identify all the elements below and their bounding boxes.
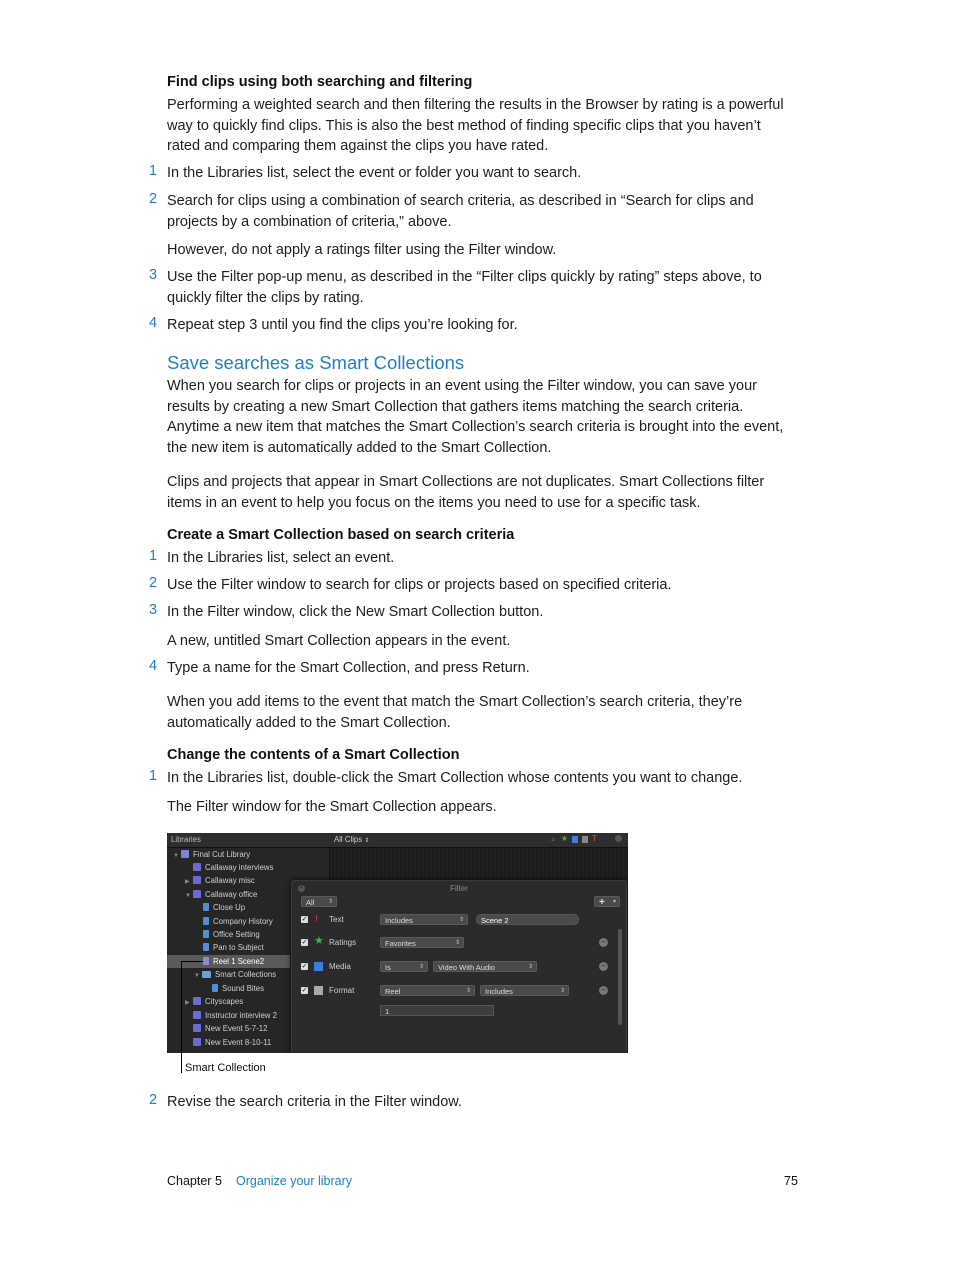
page-number: 75 (784, 1174, 798, 1188)
updown-chevron-icon: ⇕ (458, 917, 464, 923)
match-popup[interactable]: All ⇕ (301, 896, 337, 907)
format-value-field[interactable]: 1 (380, 1005, 494, 1016)
intro-line: rated and comparing them against the clips you have rated. (167, 138, 549, 154)
section-heading-change: Change the contents of a Smart Collection (167, 747, 460, 763)
intro-line: way to quickly find clips. This is also the best method of finding specific clips that you haven’t (167, 117, 761, 134)
step-number: 2 (149, 1092, 158, 1108)
step-text: In the Libraries list, double-click the Smart Collection whose contents you want to change. (167, 770, 743, 786)
text-checkbox[interactable]: ✓ (301, 916, 308, 923)
remove-rule-icon[interactable]: − (599, 986, 608, 995)
event-item[interactable]: ▼ Callaway office (185, 888, 257, 901)
event-item[interactable]: New Event 5-7-12 (185, 1022, 267, 1035)
text-operator-popup[interactable]: Includes ⇕ (380, 914, 468, 925)
event-star-icon (193, 1024, 201, 1032)
updown-chevron-icon: ⇕ (327, 899, 333, 905)
intro-paragraph (167, 95, 807, 157)
library-icon (181, 850, 189, 858)
event-star-icon (193, 1011, 201, 1019)
media-operator-popup[interactable]: Is ⇕ (380, 961, 428, 972)
step-line: quickly filter the clips by rating. (167, 289, 364, 306)
favorite-star-icon[interactable]: ★ (561, 834, 568, 843)
keyword-collection-icon (203, 917, 209, 925)
section-heading-find-clips: Find clips using both searching and filtering (167, 74, 473, 90)
disclosure-closed-icon[interactable]: ▶ (185, 1000, 190, 1006)
library-item[interactable]: ▼ Final Cut Library (173, 848, 250, 861)
paragraph-line: When you add items to the event that match the Smart Collection’s search criteria, they’re (167, 694, 743, 710)
remove-rule-icon[interactable]: − (599, 962, 608, 971)
remove-rule-icon[interactable]: − (599, 938, 608, 947)
keyword-collection-item[interactable]: Close Up (203, 901, 245, 914)
step-text: Repeat step 3 until you find the clips you’re looking for. (167, 317, 518, 333)
paragraph-line: When you search for clips or projects in an event using the Filter window, you can save your (167, 378, 757, 394)
duplicates-paragraph (167, 472, 807, 513)
step-text (167, 267, 807, 308)
intro-line: Performing a weighted search and then filtering the results in the Browser by rating is a powerful (167, 97, 784, 113)
step-number: 3 (149, 267, 158, 283)
event-item[interactable]: Instructor interview 2 (185, 1009, 277, 1022)
keyword-collection-icon (203, 903, 209, 911)
filter-window-screenshot (167, 833, 628, 1053)
event-item[interactable]: New Event 8-10-11 (185, 1036, 271, 1049)
add-rule-button[interactable] (594, 896, 620, 907)
step-note: A new, untitled Smart Collection appears in the event. (167, 633, 511, 649)
step-text: In the Libraries list, select the event or folder you want to search. (167, 165, 582, 181)
media-value-popup[interactable]: Video With Audio ⇕ (433, 961, 537, 972)
all-clips-popup[interactable] (334, 835, 369, 844)
format-operator-popup[interactable]: Includes ⇕ (480, 985, 569, 996)
footer-chapter-title-link[interactable]: Organize your library (236, 1174, 353, 1188)
step-text: Revise the search criteria in the Filter window. (167, 1094, 462, 1110)
updown-chevron-icon: ⇕ (364, 838, 370, 844)
step-number: 3 (149, 602, 158, 618)
smart-collection-icon (203, 957, 209, 965)
step-text (167, 191, 807, 232)
libraries-header: Libraries (171, 835, 201, 844)
text-tool-icon[interactable]: T (592, 834, 597, 843)
ratings-popup[interactable]: Favorites ⇕ (380, 937, 464, 948)
media-checkbox[interactable]: ✓ (301, 963, 308, 970)
paragraph-line: automatically added to the Smart Collection. (167, 714, 451, 731)
step-number: 2 (149, 575, 158, 591)
step-note: The Filter window for the Smart Collection appears. (167, 799, 497, 815)
film-icon[interactable] (572, 836, 578, 843)
plus-icon: + (599, 897, 605, 908)
step-number: 2 (149, 191, 158, 207)
step-line: projects by a combination of criteria,” above. (167, 213, 452, 230)
step-number: 1 (149, 163, 158, 179)
paragraph-line: Anytime a new item that matches the Smart Collection’s search criteria is brought into the event, (167, 419, 784, 435)
step-number: 4 (149, 315, 158, 331)
text-search-field[interactable]: Scene 2 (476, 914, 579, 925)
browser-toolbar (167, 833, 628, 848)
page-icon[interactable] (582, 836, 588, 843)
updown-chevron-icon: ⇕ (559, 988, 565, 994)
close-icon[interactable]: × (299, 885, 304, 891)
search-icon[interactable]: ⌕ (551, 835, 556, 844)
step-line: Use the Filter pop-up menu, as described in the “Filter clips quickly by rating” steps above, to (167, 269, 762, 285)
footer-chapter: Chapter 5 (167, 1174, 222, 1188)
keyword-collection-icon (203, 930, 209, 938)
smart-collections-paragraph (167, 376, 807, 458)
updown-chevron-icon: ⇕ (527, 964, 533, 970)
updown-chevron-icon: ⇕ (418, 964, 424, 970)
event-star-icon (193, 997, 201, 1005)
paragraph-line: results by creating a new Smart Collection that gathers items matching the search criteria. (167, 398, 744, 415)
smart-collection-item[interactable]: Sound Bites (212, 982, 264, 995)
step-text: In the Libraries list, select an event. (167, 550, 395, 566)
disclosure-open-icon[interactable]: ▼ (185, 893, 191, 899)
section-heading-create: Create a Smart Collection based on search criteria (167, 527, 515, 543)
media-film-icon (314, 962, 323, 971)
ratings-star-icon: ★ (314, 935, 324, 947)
chevron-down-icon: ▾ (612, 899, 616, 905)
updown-chevron-icon: ⇕ (454, 940, 460, 946)
keyword-collection-item[interactable]: Office Setting (203, 928, 260, 941)
smart-collection-item-selected[interactable]: Reel 1 Scene2 (167, 955, 290, 968)
callout-line (181, 961, 203, 962)
filter-window (291, 880, 627, 1053)
paragraph-line: items in an event to help you focus on the items you need to use for a specific task. (167, 494, 701, 511)
disclosure-closed-icon[interactable]: ▶ (185, 879, 190, 885)
callout-label: Smart Collection (185, 1062, 266, 1074)
filter-window-title: Filter (450, 884, 468, 893)
event-star-icon (193, 890, 201, 898)
format-field-popup[interactable]: Reel ⇕ (380, 985, 475, 996)
step-number: 1 (149, 768, 158, 784)
step-text: In the Filter window, click the New Smart Collection button. (167, 604, 544, 620)
section-title-smart-collections: Save searches as Smart Collections (167, 352, 465, 373)
event-item[interactable]: Callaway interviews (185, 861, 273, 874)
step-number: 4 (149, 658, 158, 674)
close-icon[interactable] (615, 835, 622, 842)
format-checkbox[interactable]: ✓ (301, 987, 308, 994)
keyword-collection-item[interactable]: Company History (203, 915, 273, 928)
ratings-checkbox[interactable]: ✓ (301, 939, 308, 946)
step-line: Search for clips using a combination of search criteria, as described in “Search for clips and (167, 193, 754, 209)
media-criterion-label: Media (329, 962, 351, 971)
updown-chevron-icon: ⇕ (465, 988, 471, 994)
scrollbar[interactable] (618, 929, 622, 1025)
callout-line (181, 961, 182, 1073)
paragraph-line: the new item is automatically added to the Smart Collection. (167, 439, 552, 456)
step-text: Type a name for the Smart Collection, and press Return. (167, 660, 530, 676)
paragraph-line: Clips and projects that appear in Smart Collections are not duplicates. Smart Collections filter (167, 474, 765, 490)
event-star-icon (193, 863, 201, 871)
folder-item[interactable]: ▼ Smart Collections (194, 968, 276, 981)
step-note: However, do not apply a ratings filter using the Filter window. (167, 242, 557, 258)
event-item[interactable]: ▶ Cityscapes (185, 995, 243, 1008)
keyword-collection-item[interactable]: Pan to Subject (203, 941, 264, 954)
format-page-icon (314, 986, 323, 995)
format-criterion-label: Format (329, 986, 355, 995)
folder-icon (202, 971, 211, 978)
disclosure-open-icon[interactable]: ▼ (194, 973, 200, 979)
text-criterion-icon: ! (315, 914, 318, 924)
after-paragraph (167, 692, 807, 733)
step-number: 1 (149, 548, 158, 564)
step-text: Use the Filter window to search for clips or projects based on specified criteria. (167, 577, 672, 593)
all-clips-label: All Clips (334, 835, 363, 844)
event-star-icon (193, 1038, 201, 1046)
text-criterion-label: Text (329, 915, 344, 924)
ratings-criterion-label: Ratings (329, 938, 357, 947)
event-star-icon (193, 876, 201, 884)
disclosure-open-icon[interactable]: ▼ (173, 853, 179, 859)
event-item[interactable]: ▶ Callaway misc (185, 874, 255, 887)
smart-collection-icon (212, 984, 218, 992)
keyword-collection-icon (203, 943, 209, 951)
